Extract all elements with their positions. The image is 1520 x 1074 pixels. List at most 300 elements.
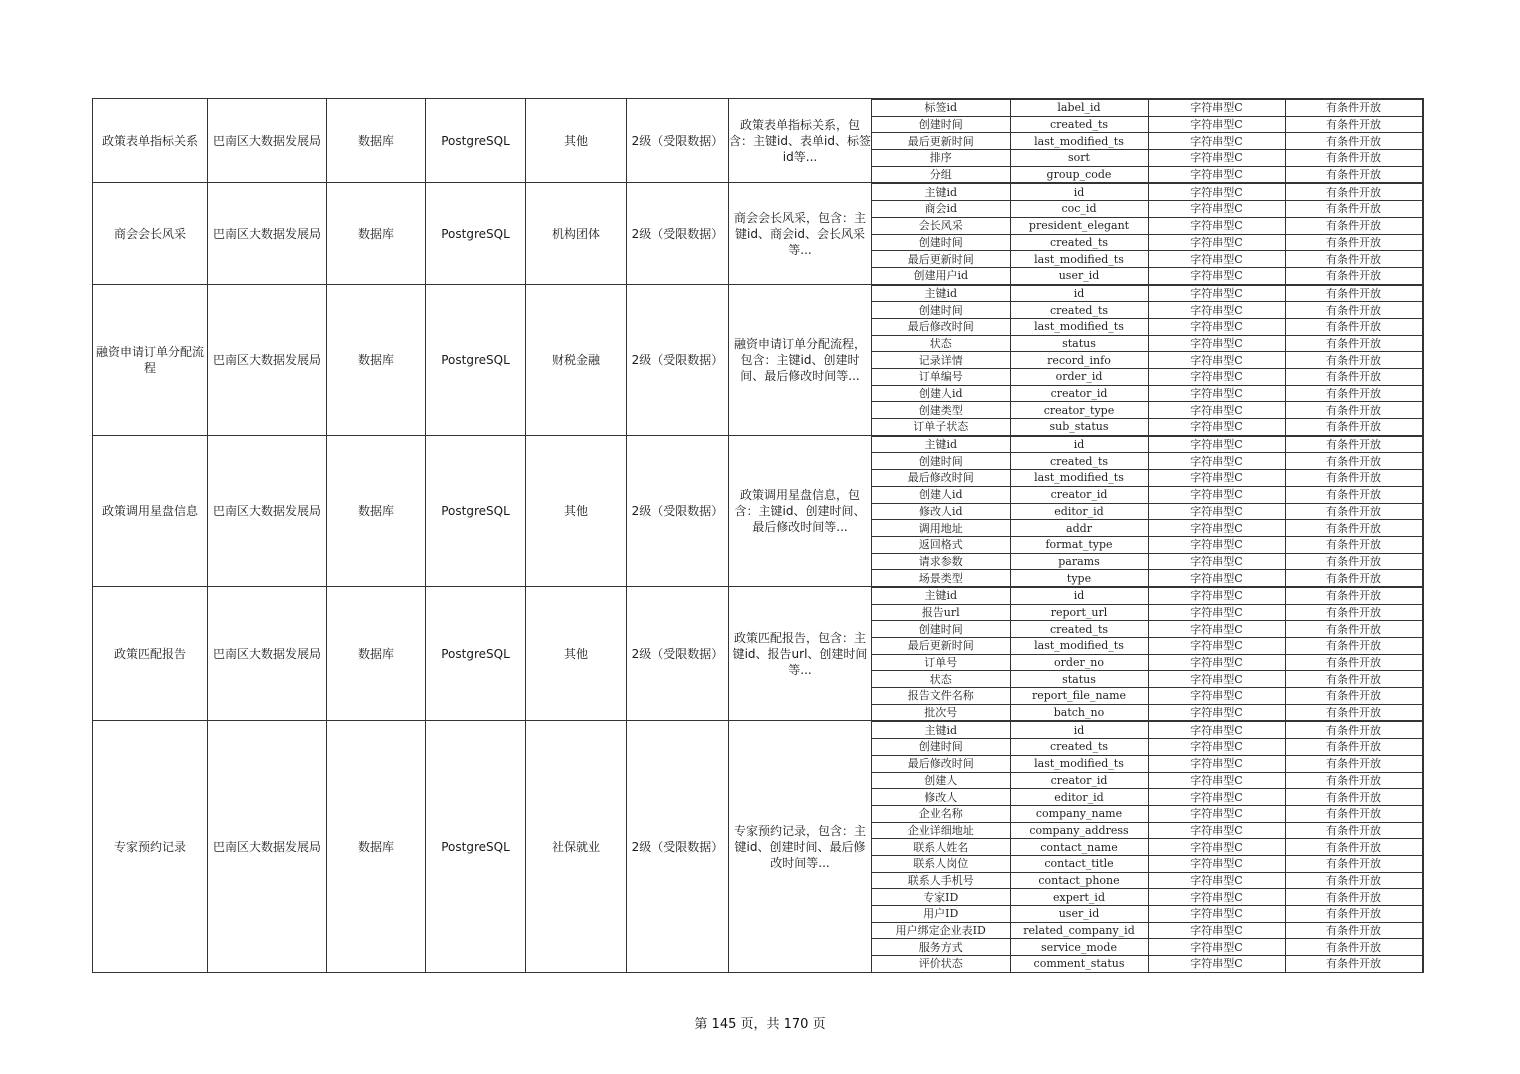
field-data-type: 字符串型C <box>1148 654 1285 671</box>
field-row <box>872 956 1422 972</box>
department-cell: 巴南区大数据发展局 <box>208 284 327 435</box>
field-row <box>872 318 1422 335</box>
field-data-type: 字符串型C <box>1148 369 1285 386</box>
category-cell: 财税金融 <box>526 284 627 435</box>
field-open-condition: 有条件开放 <box>1285 956 1422 972</box>
field-en-name: report_url <box>1010 604 1148 621</box>
field-row <box>872 503 1422 520</box>
field-row <box>872 839 1422 856</box>
field-data-type: 字符串型C <box>1148 133 1285 150</box>
field-open-condition: 有条件开放 <box>1285 805 1422 822</box>
field-data-type: 字符串型C <box>1148 956 1285 972</box>
field-row <box>872 939 1422 956</box>
field-open-condition: 有条件开放 <box>1285 285 1422 302</box>
field-en-name: status <box>1010 671 1148 688</box>
field-open-condition: 有条件开放 <box>1285 150 1422 167</box>
field-open-condition: 有条件开放 <box>1285 217 1422 234</box>
field-cn-name: 评价状态 <box>872 956 1010 972</box>
field-cn-name: 联系人岗位 <box>872 855 1010 872</box>
field-open-condition: 有条件开放 <box>1285 755 1422 772</box>
field-open-condition: 有条件开放 <box>1285 520 1422 537</box>
field-cn-name: 创建人id <box>872 486 1010 503</box>
field-open-condition: 有条件开放 <box>1285 302 1422 319</box>
field-cn-name: 排序 <box>872 150 1010 167</box>
field-list-cell <box>872 586 1424 721</box>
catalog-sheet <box>92 98 1424 973</box>
field-row <box>872 906 1422 923</box>
field-en-name: created_ts <box>1010 739 1148 756</box>
field-row <box>872 638 1422 655</box>
field-en-name: id <box>1010 587 1148 604</box>
field-cn-name: 标签id <box>872 100 1010 117</box>
table-row <box>93 586 1424 721</box>
field-row <box>872 385 1422 402</box>
field-table <box>872 721 1423 971</box>
resource-type-cell: 数据库 <box>327 586 426 721</box>
resource-type-cell: 数据库 <box>327 435 426 586</box>
description-cell: 商会会长风采，包含：主键id、商会id、会长风采等... <box>729 183 872 284</box>
field-data-type: 字符串型C <box>1148 587 1285 604</box>
resource-name-cell: 政策调用星盘信息 <box>93 435 208 586</box>
field-open-condition: 有条件开放 <box>1285 234 1422 251</box>
description-cell: 政策匹配报告，包含：主键id、报告url、创建时间等... <box>729 586 872 721</box>
field-open-condition: 有条件开放 <box>1285 872 1422 889</box>
field-data-type: 字符串型C <box>1148 436 1285 453</box>
data-catalog-table <box>92 98 1424 973</box>
field-open-condition: 有条件开放 <box>1285 621 1422 638</box>
field-en-name: last_modified_ts <box>1010 133 1148 150</box>
table-row <box>93 721 1424 972</box>
field-open-condition: 有条件开放 <box>1285 939 1422 956</box>
field-open-condition: 有条件开放 <box>1285 570 1422 586</box>
field-data-type: 字符串型C <box>1148 470 1285 487</box>
field-open-condition: 有条件开放 <box>1285 553 1422 570</box>
field-open-condition: 有条件开放 <box>1285 654 1422 671</box>
field-open-condition: 有条件开放 <box>1285 385 1422 402</box>
field-open-condition: 有条件开放 <box>1285 318 1422 335</box>
field-open-condition: 有条件开放 <box>1285 166 1422 182</box>
field-en-name: order_id <box>1010 369 1148 386</box>
field-row <box>872 352 1422 369</box>
field-en-name: last_modified_ts <box>1010 470 1148 487</box>
table-row <box>93 284 1424 435</box>
field-row <box>872 486 1422 503</box>
field-en-name: creator_id <box>1010 486 1148 503</box>
field-cn-name: 创建类型 <box>872 402 1010 419</box>
field-row <box>872 688 1422 705</box>
field-cn-name: 企业详细地址 <box>872 822 1010 839</box>
field-open-condition: 有条件开放 <box>1285 722 1422 739</box>
field-open-condition: 有条件开放 <box>1285 419 1422 435</box>
field-cn-name: 记录详情 <box>872 352 1010 369</box>
field-open-condition: 有条件开放 <box>1285 267 1422 283</box>
field-en-name: id <box>1010 285 1148 302</box>
field-data-type: 字符串型C <box>1148 217 1285 234</box>
field-en-name: user_id <box>1010 267 1148 283</box>
field-table <box>872 587 1423 721</box>
field-cn-name: 创建时间 <box>872 234 1010 251</box>
field-list-cell <box>872 99 1424 183</box>
field-data-type: 字符串型C <box>1148 704 1285 720</box>
field-open-condition: 有条件开放 <box>1285 688 1422 705</box>
field-en-name: user_id <box>1010 906 1148 923</box>
field-data-type: 字符串型C <box>1148 855 1285 872</box>
field-en-name: report_file_name <box>1010 688 1148 705</box>
field-data-type: 字符串型C <box>1148 100 1285 117</box>
table-row <box>93 99 1424 183</box>
page-footer: 第 145 页，共 170 页 <box>694 1017 826 1032</box>
field-data-type: 字符串型C <box>1148 570 1285 586</box>
field-open-condition: 有条件开放 <box>1285 839 1422 856</box>
field-open-condition: 有条件开放 <box>1285 470 1422 487</box>
field-data-type: 字符串型C <box>1148 939 1285 956</box>
resource-type-cell: 数据库 <box>327 99 426 183</box>
field-row <box>872 671 1422 688</box>
field-cn-name: 分组 <box>872 166 1010 182</box>
field-row <box>872 436 1422 453</box>
field-data-type: 字符串型C <box>1148 839 1285 856</box>
field-en-name: order_no <box>1010 654 1148 671</box>
field-data-type: 字符串型C <box>1148 789 1285 806</box>
field-cn-name: 会长风采 <box>872 217 1010 234</box>
field-cn-name: 用户ID <box>872 906 1010 923</box>
field-data-type: 字符串型C <box>1148 772 1285 789</box>
field-row <box>872 150 1422 167</box>
field-data-type: 字符串型C <box>1148 116 1285 133</box>
field-row <box>872 789 1422 806</box>
field-open-condition: 有条件开放 <box>1285 536 1422 553</box>
field-en-name: comment_status <box>1010 956 1148 972</box>
field-row <box>872 805 1422 822</box>
field-data-type: 字符串型C <box>1148 872 1285 889</box>
field-data-type: 字符串型C <box>1148 722 1285 739</box>
field-open-condition: 有条件开放 <box>1285 587 1422 604</box>
field-cn-name: 状态 <box>872 671 1010 688</box>
resource-name-cell: 商会会长风采 <box>93 183 208 284</box>
field-row <box>872 704 1422 720</box>
department-cell: 巴南区大数据发展局 <box>208 183 327 284</box>
field-data-type: 字符串型C <box>1148 352 1285 369</box>
field-data-type: 字符串型C <box>1148 536 1285 553</box>
field-open-condition: 有条件开放 <box>1285 906 1422 923</box>
field-data-type: 字符串型C <box>1148 503 1285 520</box>
category-cell: 其他 <box>526 435 627 586</box>
field-open-condition: 有条件开放 <box>1285 486 1422 503</box>
field-table <box>872 436 1423 586</box>
database-type-cell: PostgreSQL <box>426 284 526 435</box>
category-cell: 社保就业 <box>526 721 627 972</box>
field-en-name: creator_type <box>1010 402 1148 419</box>
field-open-condition: 有条件开放 <box>1285 251 1422 268</box>
resource-name-cell: 政策匹配报告 <box>93 586 208 721</box>
field-cn-name: 最后修改时间 <box>872 318 1010 335</box>
field-row <box>872 267 1422 283</box>
field-en-name: company_name <box>1010 805 1148 822</box>
field-data-type: 字符串型C <box>1148 385 1285 402</box>
field-cn-name: 创建用户id <box>872 267 1010 283</box>
field-row <box>872 285 1422 302</box>
field-en-name: params <box>1010 553 1148 570</box>
field-data-type: 字符串型C <box>1148 166 1285 182</box>
field-data-type: 字符串型C <box>1148 453 1285 470</box>
field-cn-name: 修改人id <box>872 503 1010 520</box>
field-data-type: 字符串型C <box>1148 184 1285 201</box>
field-en-name: creator_id <box>1010 772 1148 789</box>
field-row <box>872 621 1422 638</box>
field-data-type: 字符串型C <box>1148 335 1285 352</box>
field-cn-name: 创建时间 <box>872 116 1010 133</box>
field-en-name: addr <box>1010 520 1148 537</box>
field-en-name: created_ts <box>1010 302 1148 319</box>
field-row <box>872 922 1422 939</box>
field-data-type: 字符串型C <box>1148 889 1285 906</box>
field-row <box>872 604 1422 621</box>
field-table <box>872 99 1423 182</box>
field-row <box>872 100 1422 117</box>
field-row <box>872 587 1422 604</box>
field-open-condition: 有条件开放 <box>1285 116 1422 133</box>
field-open-condition: 有条件开放 <box>1285 789 1422 806</box>
field-cn-name: 联系人手机号 <box>872 872 1010 889</box>
field-cn-name: 创建时间 <box>872 302 1010 319</box>
database-type-cell: PostgreSQL <box>426 183 526 284</box>
field-cn-name: 订单编号 <box>872 369 1010 386</box>
field-cn-name: 专家ID <box>872 889 1010 906</box>
field-row <box>872 234 1422 251</box>
field-en-name: editor_id <box>1010 789 1148 806</box>
department-cell: 巴南区大数据发展局 <box>208 586 327 721</box>
field-cn-name: 状态 <box>872 335 1010 352</box>
field-en-name: last_modified_ts <box>1010 251 1148 268</box>
field-open-condition: 有条件开放 <box>1285 704 1422 720</box>
field-cn-name: 最后修改时间 <box>872 470 1010 487</box>
field-en-name: batch_no <box>1010 704 1148 720</box>
field-open-condition: 有条件开放 <box>1285 822 1422 839</box>
security-level-cell: 2级（受限数据） <box>627 284 729 435</box>
field-data-type: 字符串型C <box>1148 621 1285 638</box>
field-row <box>872 755 1422 772</box>
field-cn-name: 订单子状态 <box>872 419 1010 435</box>
field-open-condition: 有条件开放 <box>1285 369 1422 386</box>
field-en-name: sub_status <box>1010 419 1148 435</box>
field-en-name: format_type <box>1010 536 1148 553</box>
database-type-cell: PostgreSQL <box>426 586 526 721</box>
field-row <box>872 822 1422 839</box>
field-row <box>872 419 1422 435</box>
field-open-condition: 有条件开放 <box>1285 772 1422 789</box>
field-cn-name: 主键id <box>872 722 1010 739</box>
field-open-condition: 有条件开放 <box>1285 352 1422 369</box>
field-data-type: 字符串型C <box>1148 267 1285 283</box>
field-open-condition: 有条件开放 <box>1285 855 1422 872</box>
field-en-name: created_ts <box>1010 116 1148 133</box>
field-en-name: service_mode <box>1010 939 1148 956</box>
field-open-condition: 有条件开放 <box>1285 453 1422 470</box>
resource-type-cell: 数据库 <box>327 183 426 284</box>
field-data-type: 字符串型C <box>1148 201 1285 218</box>
field-data-type: 字符串型C <box>1148 671 1285 688</box>
field-data-type: 字符串型C <box>1148 805 1285 822</box>
field-row <box>872 872 1422 889</box>
resource-name-cell: 政策表单指标关系 <box>93 99 208 183</box>
field-en-name: created_ts <box>1010 234 1148 251</box>
category-cell: 其他 <box>526 586 627 721</box>
field-row <box>872 184 1422 201</box>
field-en-name: id <box>1010 436 1148 453</box>
field-cn-name: 创建人 <box>872 772 1010 789</box>
field-row <box>872 570 1422 586</box>
field-cn-name: 返回格式 <box>872 536 1010 553</box>
security-level-cell: 2级（受限数据） <box>627 99 729 183</box>
field-cn-name: 主键id <box>872 436 1010 453</box>
field-en-name: id <box>1010 184 1148 201</box>
field-en-name: last_modified_ts <box>1010 318 1148 335</box>
field-en-name: created_ts <box>1010 621 1148 638</box>
field-cn-name: 主键id <box>872 285 1010 302</box>
field-row <box>872 116 1422 133</box>
field-list-cell <box>872 183 1424 284</box>
field-row <box>872 889 1422 906</box>
field-list-cell <box>872 284 1424 435</box>
field-row <box>872 369 1422 386</box>
field-open-condition: 有条件开放 <box>1285 335 1422 352</box>
field-row <box>872 251 1422 268</box>
table-row <box>93 435 1424 586</box>
field-open-condition: 有条件开放 <box>1285 671 1422 688</box>
field-en-name: last_modified_ts <box>1010 755 1148 772</box>
field-row <box>872 722 1422 739</box>
field-row <box>872 553 1422 570</box>
field-open-condition: 有条件开放 <box>1285 503 1422 520</box>
field-list-cell <box>872 435 1424 586</box>
department-cell: 巴南区大数据发展局 <box>208 721 327 972</box>
field-data-type: 字符串型C <box>1148 755 1285 772</box>
field-row <box>872 654 1422 671</box>
field-cn-name: 用户绑定企业表ID <box>872 922 1010 939</box>
field-open-condition: 有条件开放 <box>1285 739 1422 756</box>
field-open-condition: 有条件开放 <box>1285 436 1422 453</box>
field-data-type: 字符串型C <box>1148 604 1285 621</box>
field-en-name: contact_name <box>1010 839 1148 856</box>
resource-type-cell: 数据库 <box>327 721 426 972</box>
field-en-name: id <box>1010 722 1148 739</box>
field-open-condition: 有条件开放 <box>1285 604 1422 621</box>
field-open-condition: 有条件开放 <box>1285 184 1422 201</box>
field-cn-name: 最后更新时间 <box>872 251 1010 268</box>
field-cn-name: 最后更新时间 <box>872 638 1010 655</box>
field-row <box>872 335 1422 352</box>
field-row <box>872 536 1422 553</box>
field-cn-name: 最后更新时间 <box>872 133 1010 150</box>
field-open-condition: 有条件开放 <box>1285 133 1422 150</box>
field-cn-name: 创建时间 <box>872 453 1010 470</box>
field-data-type: 字符串型C <box>1148 402 1285 419</box>
field-row <box>872 855 1422 872</box>
security-level-cell: 2级（受限数据） <box>627 721 729 972</box>
security-level-cell: 2级（受限数据） <box>627 586 729 721</box>
description-cell: 政策表单指标关系，包含：主键id、表单id、标签id等... <box>729 99 872 183</box>
field-row <box>872 453 1422 470</box>
field-cn-name: 订单号 <box>872 654 1010 671</box>
field-open-condition: 有条件开放 <box>1285 638 1422 655</box>
security-level-cell: 2级（受限数据） <box>627 183 729 284</box>
field-data-type: 字符串型C <box>1148 739 1285 756</box>
field-data-type: 字符串型C <box>1148 419 1285 435</box>
description-cell: 融资申请订单分配流程，包含：主键id、创建时间、最后修改时间等... <box>729 284 872 435</box>
database-type-cell: PostgreSQL <box>426 99 526 183</box>
field-en-name: coc_id <box>1010 201 1148 218</box>
field-row <box>872 739 1422 756</box>
field-row <box>872 217 1422 234</box>
category-cell: 机构团体 <box>526 183 627 284</box>
field-en-name: editor_id <box>1010 503 1148 520</box>
field-data-type: 字符串型C <box>1148 318 1285 335</box>
field-data-type: 字符串型C <box>1148 906 1285 923</box>
field-en-name: status <box>1010 335 1148 352</box>
department-cell: 巴南区大数据发展局 <box>208 99 327 183</box>
field-cn-name: 最后修改时间 <box>872 755 1010 772</box>
field-data-type: 字符串型C <box>1148 688 1285 705</box>
field-cn-name: 主键id <box>872 587 1010 604</box>
field-open-condition: 有条件开放 <box>1285 201 1422 218</box>
field-table <box>872 285 1423 435</box>
field-cn-name: 批次号 <box>872 704 1010 720</box>
field-open-condition: 有条件开放 <box>1285 100 1422 117</box>
field-en-name: sort <box>1010 150 1148 167</box>
field-row <box>872 133 1422 150</box>
description-cell: 专家预约记录，包含：主键id、创建时间、最后修改时间等... <box>729 721 872 972</box>
field-data-type: 字符串型C <box>1148 285 1285 302</box>
category-cell: 其他 <box>526 99 627 183</box>
database-type-cell: PostgreSQL <box>426 435 526 586</box>
department-cell: 巴南区大数据发展局 <box>208 435 327 586</box>
field-en-name: group_code <box>1010 166 1148 182</box>
field-list-cell <box>872 721 1424 972</box>
field-data-type: 字符串型C <box>1148 150 1285 167</box>
field-en-name: company_address <box>1010 822 1148 839</box>
field-en-name: created_ts <box>1010 453 1148 470</box>
field-cn-name: 服务方式 <box>872 939 1010 956</box>
resource-name-cell: 融资申请订单分配流程 <box>93 284 208 435</box>
field-data-type: 字符串型C <box>1148 822 1285 839</box>
field-row <box>872 302 1422 319</box>
field-data-type: 字符串型C <box>1148 486 1285 503</box>
field-en-name: creator_id <box>1010 385 1148 402</box>
field-data-type: 字符串型C <box>1148 234 1285 251</box>
field-en-name: record_info <box>1010 352 1148 369</box>
field-en-name: label_id <box>1010 100 1148 117</box>
field-table <box>872 183 1423 283</box>
field-data-type: 字符串型C <box>1148 251 1285 268</box>
field-row <box>872 201 1422 218</box>
field-en-name: contact_title <box>1010 855 1148 872</box>
description-cell: 政策调用星盘信息，包含：主键id、创建时间、最后修改时间等... <box>729 435 872 586</box>
security-level-cell: 2级（受限数据） <box>627 435 729 586</box>
field-cn-name: 创建时间 <box>872 621 1010 638</box>
field-cn-name: 企业名称 <box>872 805 1010 822</box>
field-en-name: contact_phone <box>1010 872 1148 889</box>
field-open-condition: 有条件开放 <box>1285 922 1422 939</box>
field-open-condition: 有条件开放 <box>1285 402 1422 419</box>
field-cn-name: 联系人姓名 <box>872 839 1010 856</box>
field-row <box>872 470 1422 487</box>
field-cn-name: 商会id <box>872 201 1010 218</box>
field-en-name: type <box>1010 570 1148 586</box>
field-cn-name: 请求参数 <box>872 553 1010 570</box>
field-data-type: 字符串型C <box>1148 302 1285 319</box>
field-en-name: last_modified_ts <box>1010 638 1148 655</box>
field-data-type: 字符串型C <box>1148 520 1285 537</box>
